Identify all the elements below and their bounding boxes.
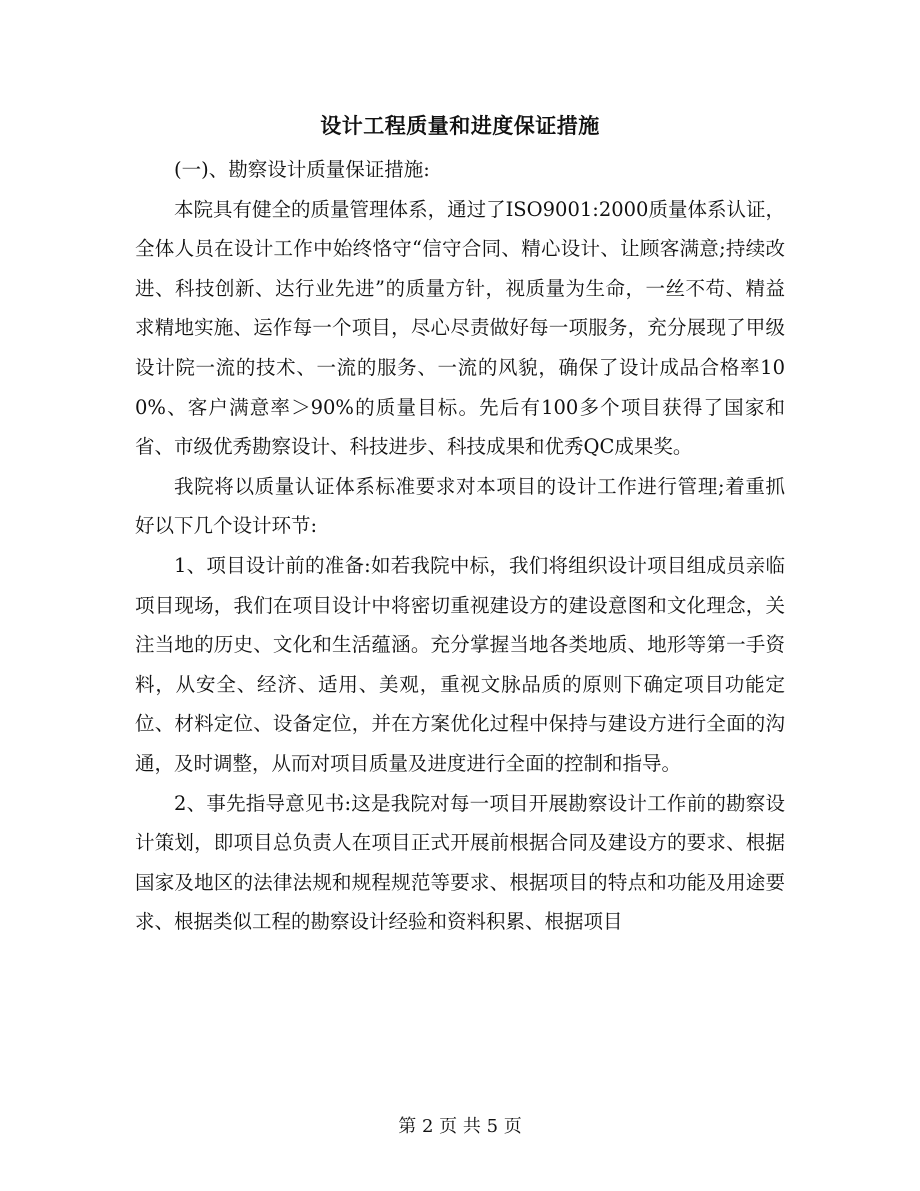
page-number-footer: 第 2 页 共 5 页 — [398, 1116, 522, 1137]
section-heading: (一)、勘察设计质量保证措施: — [174, 158, 430, 181]
paragraph-item-1: 1、项目设计前的准备:如若我院中标，我们将组织设计项目组成员亲临项目现场，我们在项目设计中将密切重视建设方的建设意图和文化理念，关注当地的历史、文化和生活蕴涵。充分掌握当地各类地质、地形等第一手资料，从安全、经济、适用、美观，重视文脉品质的原则下确定项目功能定位、材料定位、设备定位，并在方案优化过程中保持与建设方进行全面的沟通，及时调整，从而对项目质量及进度进行全面的控制和指导。 — [135, 553, 785, 775]
document-body — [135, 150, 785, 942]
paragraph-quality-system: 本院具有健全的质量管理体系，通过了ISO9001:2000质量体系认证，全体人员在设计工作中始终恪守“信守合同、精心设计、让顾客满意;持续改进、科技创新、达行业先进”的质量方针，视质量为生命，一丝不苟、精益求精地实施、运作每一个项目，尽心尽责做好每一项服务，充分展现了甲级设计院一流的技术、一流的服务、一流的风貌，确保了设计成品合格率100%、客户满意率＞90%的质量目标。先后有100多个项目获得了国家和省、市级优秀勘察设计、科技进步、科技成果和优秀QC成果奖。 — [135, 197, 785, 459]
paragraph-management: 我院将以质量认证体系标准要求对本项目的设计工作进行管理;着重抓好以下几个设计环节: — [135, 474, 785, 538]
paragraph-item-2: 2、事先指导意见书:这是我院对每一项目开展勘察设计工作前的勘察设计策划，即项目总负责人在项目正式开展前根据合同及建设方的要求、根据国家及地区的法律法规和规程规范等要求、根据项目的特点和功能及用途要求、根据类似工程的勘察设计经验和资料积累、根据项目 — [135, 791, 785, 934]
document-title: 设计工程质量和进度保证措施 — [320, 113, 600, 138]
